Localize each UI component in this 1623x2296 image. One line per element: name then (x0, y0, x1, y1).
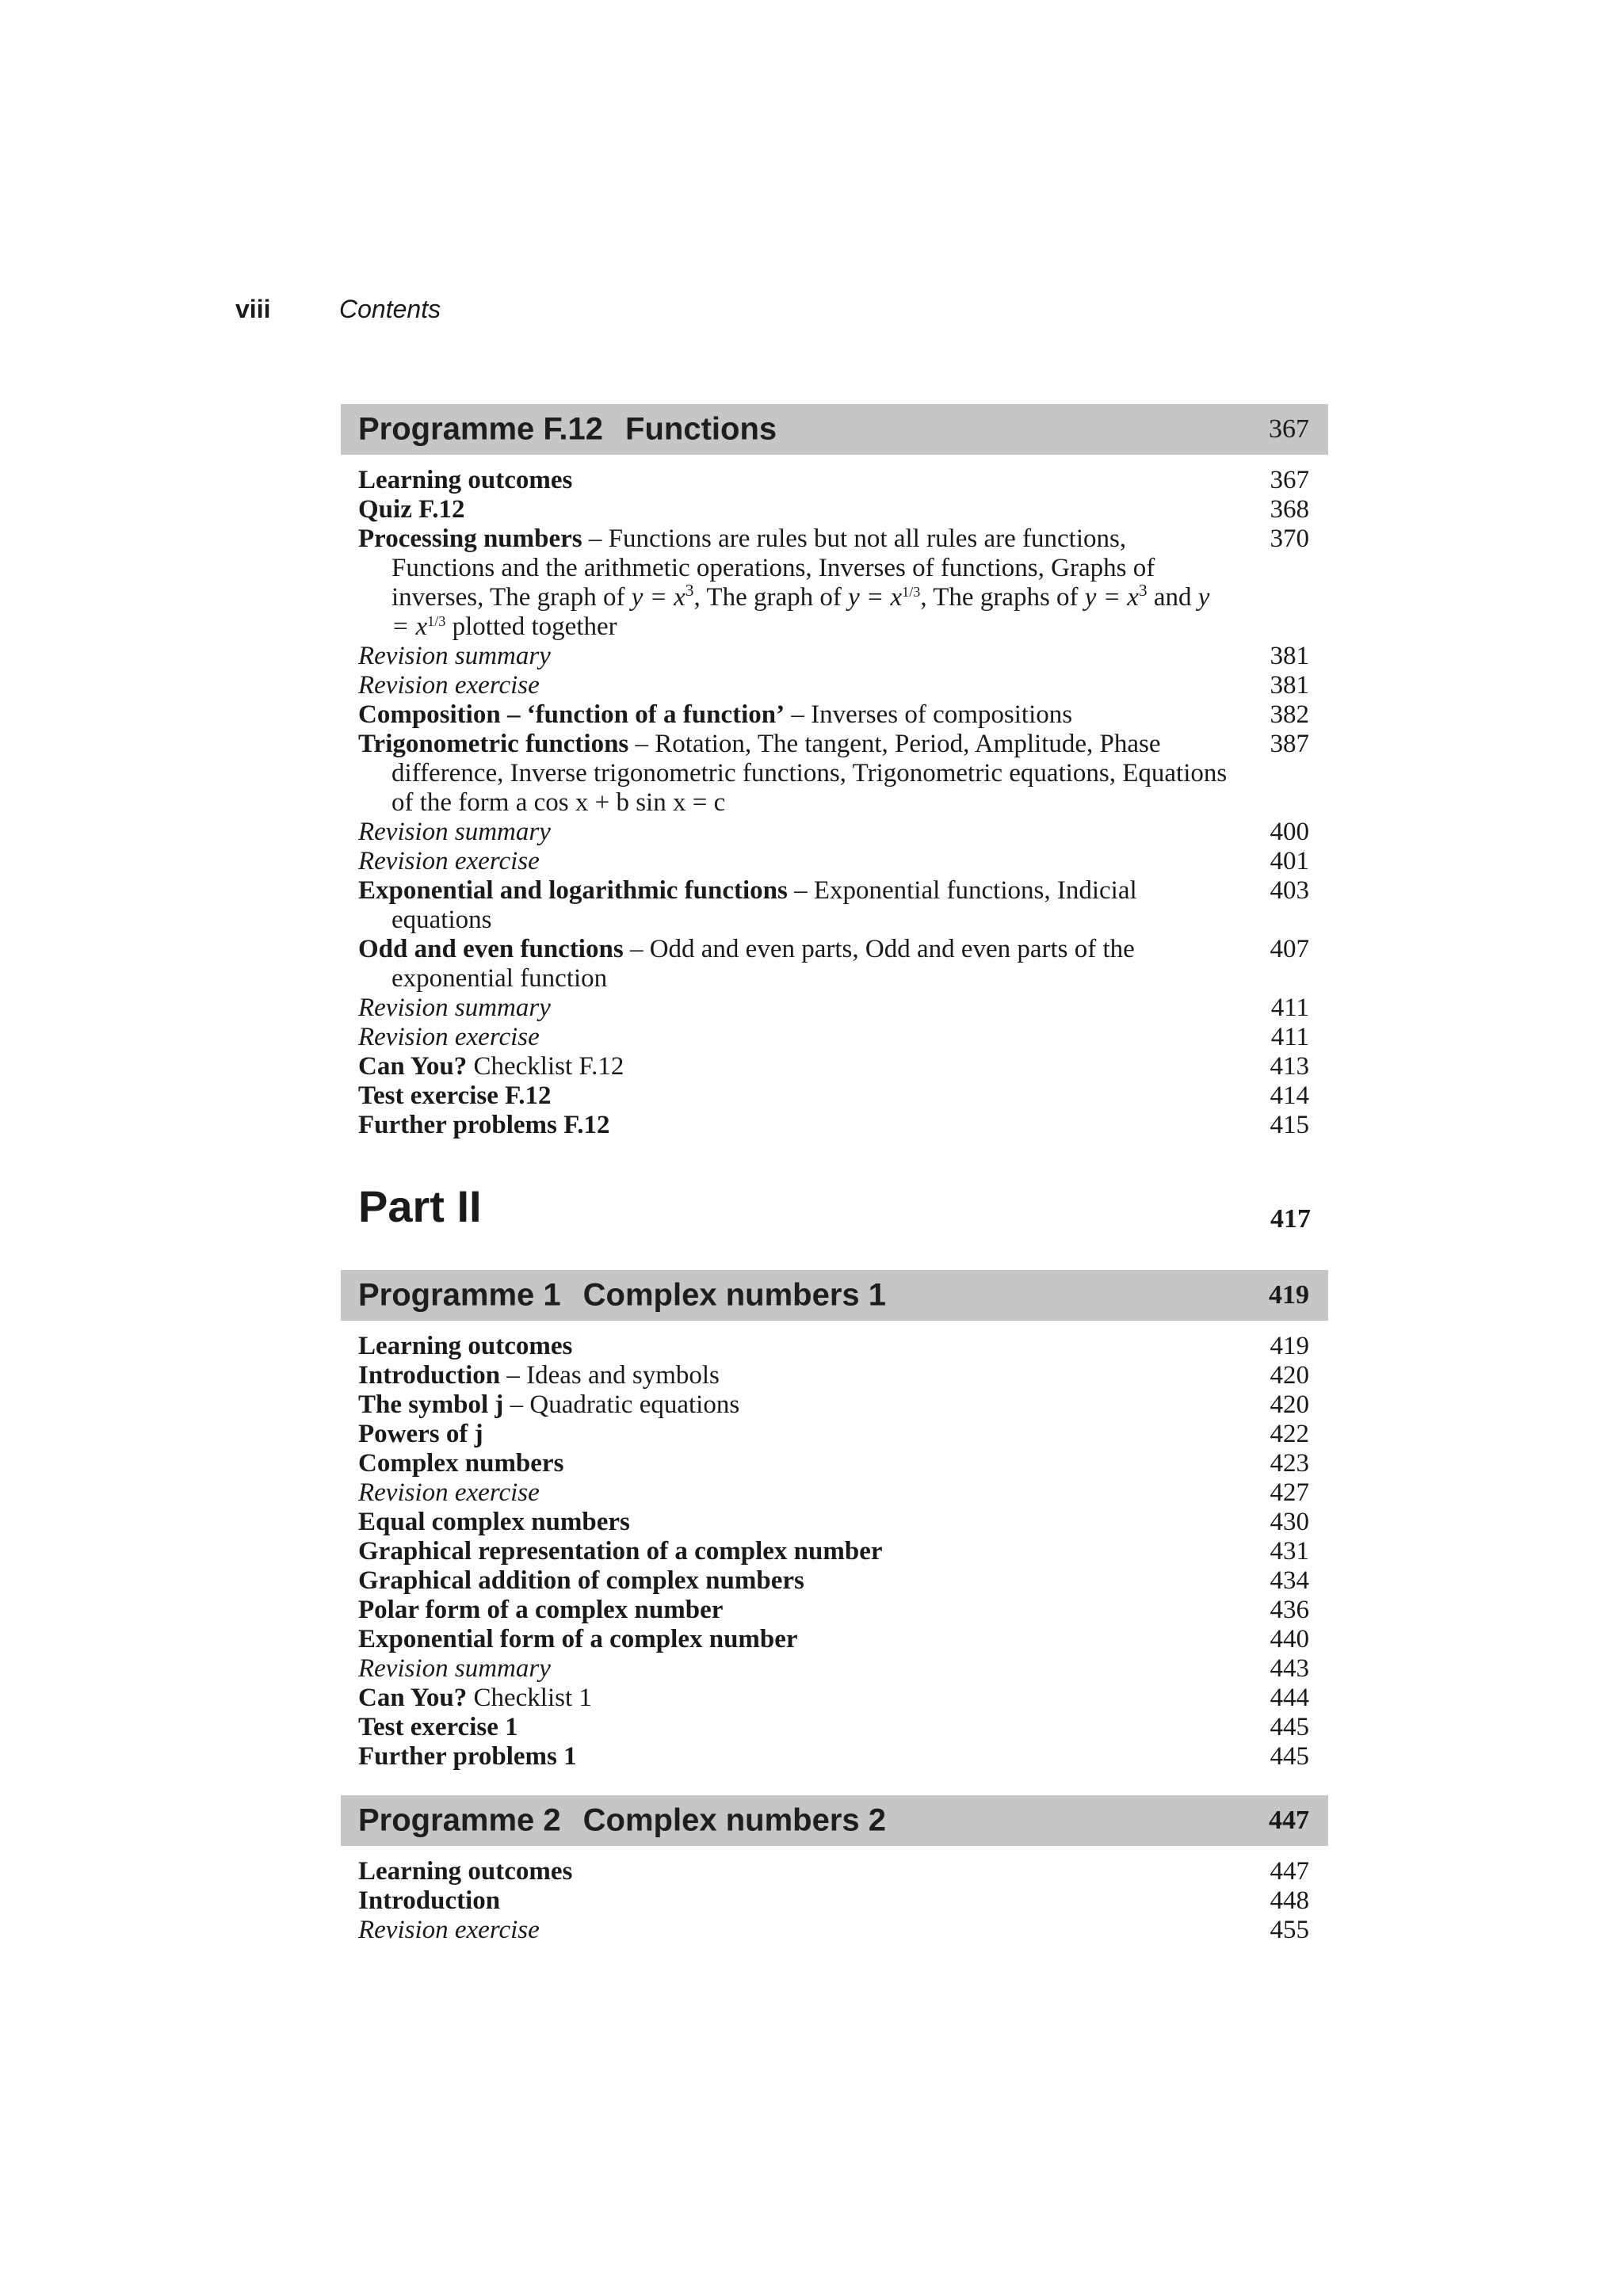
entry-text (358, 1566, 1265, 1596)
programme-page: 447 (1269, 1806, 1309, 1835)
entry-text (358, 1111, 1265, 1140)
programme-title: Complex numbers 2 (582, 1802, 886, 1838)
toc-entry (358, 1332, 1309, 1361)
entry-heading: Learning outcomes (358, 1857, 573, 1886)
entry-heading: Learning outcomes (358, 466, 573, 494)
programme-f12-header (341, 404, 1328, 455)
toc-entry (358, 818, 1309, 847)
programme-f12-section (341, 404, 1328, 1140)
entry-page: 455 (1270, 1916, 1309, 1944)
entry-heading: Introduction (358, 1886, 501, 1915)
entry-text (358, 994, 1265, 1023)
entry-detail: – Rotation, The tangent, Period, Amplitude, Phase difference, Inverse trigonometric functions, Trigonometric equations, Equations of the form a cos x + b sin x = c (391, 730, 1228, 817)
entry-heading: Odd and even functions (358, 935, 624, 963)
entry-text (358, 1508, 1265, 1537)
entry-page: 367 (1270, 466, 1309, 494)
entry-page: 431 (1270, 1537, 1309, 1566)
entry-page: 423 (1270, 1449, 1309, 1478)
toc-entry (358, 730, 1309, 818)
entry-text (358, 466, 1265, 495)
entry-page: 381 (1270, 671, 1309, 700)
programme-label: Programme F.12 (358, 411, 604, 447)
entry-heading: Graphical representation of a complex number (358, 1537, 883, 1566)
entry-page: 403 (1270, 876, 1309, 905)
entry-text (358, 935, 1265, 994)
entry-heading: Processing numbers (358, 524, 582, 553)
toc-entry (358, 1857, 1309, 1886)
entry-text (358, 1449, 1265, 1478)
entry-detail: plotted together (445, 612, 617, 641)
entry-text (358, 495, 1265, 524)
entry-text (358, 671, 1265, 700)
entry-text (358, 1332, 1265, 1361)
entry-heading: Quiz F.12 (358, 495, 465, 524)
superscript-fraction: 1/3 (427, 613, 446, 630)
toc-entry (358, 994, 1309, 1023)
entry-heading: Trigonometric functions (358, 730, 629, 758)
entry-text (358, 1478, 1265, 1508)
toc-entry (358, 1023, 1309, 1052)
entry-text (358, 1654, 1265, 1684)
programme-page: 367 (1269, 414, 1309, 444)
entry-page: 413 (1270, 1052, 1309, 1081)
entry-heading: Further problems 1 (358, 1742, 577, 1771)
entry-heading: Graphical addition of complex numbers (358, 1566, 804, 1595)
entry-page: 414 (1270, 1081, 1309, 1110)
entry-italic: Revision exercise (358, 1023, 540, 1051)
toc-entry (358, 495, 1309, 524)
entry-text (358, 876, 1265, 935)
entry-page: 427 (1270, 1478, 1309, 1507)
entry-heading: Introduction (358, 1361, 501, 1390)
entry-text (358, 524, 1265, 642)
entry-heading: The symbol j (358, 1390, 504, 1419)
entry-heading: Further problems F.12 (358, 1111, 610, 1139)
toc-entry (358, 935, 1309, 994)
entry-heading: Test exercise F.12 (358, 1081, 552, 1110)
entry-text (358, 1857, 1265, 1886)
entry-text (358, 818, 1265, 847)
programme-2-header (341, 1795, 1328, 1846)
toc-entry (358, 1478, 1309, 1508)
entry-text (358, 1886, 1265, 1916)
entry-text (358, 1420, 1265, 1449)
entry-heading: Exponential and logarithmic functions (358, 876, 788, 905)
entry-page: 381 (1270, 642, 1309, 670)
entry-italic: Revision exercise (358, 847, 540, 875)
programme-1-section (341, 1270, 1328, 1772)
entry-text (358, 1916, 1265, 1945)
part-page: 417 (1270, 1204, 1311, 1234)
superscript: 3 (685, 581, 694, 600)
entry-page: 420 (1270, 1390, 1309, 1419)
part-heading (358, 1180, 1311, 1232)
entry-italic: Revision exercise (358, 1478, 540, 1507)
entry-page: 448 (1270, 1886, 1309, 1915)
entry-page: 387 (1270, 730, 1309, 758)
entry-page: 443 (1270, 1654, 1309, 1683)
toc-entry (358, 1052, 1309, 1081)
toc-list (341, 455, 1328, 1140)
entry-page: 434 (1270, 1566, 1309, 1595)
running-title: Contents (339, 295, 441, 323)
toc-entry (358, 1081, 1309, 1111)
entry-heading: Polar form of a complex number (358, 1596, 724, 1624)
toc-entry (358, 847, 1309, 876)
toc-entry (358, 1713, 1309, 1742)
entry-page: 411 (1270, 994, 1309, 1022)
toc-entry (358, 1742, 1309, 1772)
entry-italic: Revision summary (358, 818, 551, 846)
running-head (235, 295, 441, 324)
entry-detail: – Odd and even parts, Odd and even parts of the exponential function (391, 935, 1135, 993)
toc-entry (358, 1596, 1309, 1625)
math-expression: y = x (391, 583, 1210, 641)
entry-heading: Can You? (358, 1684, 468, 1712)
programme-page: 419 (1269, 1280, 1309, 1310)
toc-entry (358, 1420, 1309, 1449)
entry-text (358, 847, 1265, 876)
entry-italic: Revision exercise (358, 1916, 540, 1944)
entry-italic: Revision exercise (358, 671, 540, 700)
entry-detail: – Quadratic equations (503, 1390, 740, 1419)
entry-heading: Composition – ‘function of a function’ (358, 700, 785, 729)
toc-entry (358, 671, 1309, 700)
entry-text (358, 1361, 1265, 1390)
entry-detail: – Inverses of compositions (785, 700, 1073, 729)
math-expression: y = x (631, 583, 685, 612)
entry-heading: Powers of j (358, 1420, 483, 1448)
entry-text (358, 1684, 1265, 1713)
entry-text (358, 1052, 1265, 1081)
entry-detail: and (1147, 583, 1198, 612)
entry-heading: Complex numbers (358, 1449, 564, 1478)
entry-page: 430 (1270, 1508, 1309, 1536)
entry-heading: Can You? (358, 1052, 468, 1081)
entry-page: 444 (1270, 1684, 1309, 1712)
superscript-fraction: 1/3 (902, 584, 921, 601)
entry-italic: Revision summary (358, 1654, 551, 1683)
programme-1-header (341, 1270, 1328, 1321)
toc-entry (358, 700, 1309, 730)
math-expression: y = x (1084, 583, 1139, 612)
entry-italic: Revision summary (358, 994, 551, 1022)
entry-text (358, 730, 1265, 818)
toc-entry (358, 876, 1309, 935)
entry-text (358, 1390, 1265, 1420)
entry-page: 436 (1270, 1596, 1309, 1624)
entry-heading: Exponential form of a complex number (358, 1625, 798, 1653)
entry-page: 445 (1270, 1742, 1309, 1771)
toc-entry (358, 1361, 1309, 1390)
entry-page: 422 (1270, 1420, 1309, 1448)
entry-detail: , The graphs of (920, 583, 1085, 612)
entry-text (358, 1537, 1265, 1566)
entry-text (358, 1625, 1265, 1654)
toc-list (341, 1846, 1328, 1945)
entry-page: 401 (1270, 847, 1309, 875)
entry-text (358, 700, 1265, 730)
programme-title: Functions (625, 411, 777, 447)
entry-page: 370 (1270, 524, 1309, 553)
entry-page: 445 (1270, 1713, 1309, 1741)
toc-list (341, 1321, 1328, 1772)
toc-entry (358, 1566, 1309, 1596)
entry-text (358, 1596, 1265, 1625)
toc-entry (358, 1111, 1309, 1140)
toc-entry (358, 1654, 1309, 1684)
entry-detail: – Functions are rules but not all rules are functions, Functions and the arithmetic operations, Inverses of functions, Graphs of inverses, The graph of (391, 524, 1155, 612)
toc-entry (358, 1449, 1309, 1478)
entry-page: 419 (1270, 1332, 1309, 1360)
toc-entry (358, 1916, 1309, 1945)
entry-text (358, 1023, 1265, 1052)
entry-page: 447 (1270, 1857, 1309, 1886)
toc-entry (358, 1508, 1309, 1537)
entry-detail: Checklist 1 (467, 1684, 592, 1712)
programme-title: Complex numbers 1 (582, 1277, 886, 1313)
part-title: Part II (358, 1181, 482, 1231)
entry-page: 440 (1270, 1625, 1309, 1653)
entry-page: 420 (1270, 1361, 1309, 1390)
entry-page: 415 (1270, 1111, 1309, 1139)
math-expression: y = x (848, 583, 903, 612)
entry-text (358, 642, 1265, 671)
toc-entry (358, 466, 1309, 495)
programme-2-section (341, 1795, 1328, 1945)
entry-text (358, 1713, 1265, 1742)
entry-page: 368 (1270, 495, 1309, 524)
toc-entry (358, 524, 1309, 642)
entry-text (358, 1081, 1265, 1111)
entry-detail: , The graph of (693, 583, 849, 612)
entry-detail: – Ideas and symbols (500, 1361, 720, 1390)
toc-entry (358, 1886, 1309, 1916)
entry-detail: – Exponential functions, Indicial equations (391, 876, 1137, 934)
toc-entry (358, 1537, 1309, 1566)
toc-entry (358, 1390, 1309, 1420)
superscript: 3 (1138, 581, 1148, 600)
entry-page: 400 (1270, 818, 1309, 846)
toc-entry (358, 642, 1309, 671)
entry-page: 382 (1270, 700, 1309, 729)
page-number: viii (235, 295, 271, 323)
entry-detail: Checklist F.12 (467, 1052, 624, 1081)
entry-page: 407 (1270, 935, 1309, 963)
entry-page: 411 (1270, 1023, 1309, 1051)
entry-italic: Revision summary (358, 642, 551, 670)
toc-entry (358, 1625, 1309, 1654)
entry-heading: Test exercise 1 (358, 1713, 518, 1741)
programme-label: Programme 2 (358, 1802, 561, 1838)
entry-text (358, 1742, 1265, 1772)
entry-heading: Learning outcomes (358, 1332, 573, 1360)
entry-heading: Equal complex numbers (358, 1508, 630, 1536)
toc-entry (358, 1684, 1309, 1713)
programme-label: Programme 1 (358, 1277, 561, 1313)
